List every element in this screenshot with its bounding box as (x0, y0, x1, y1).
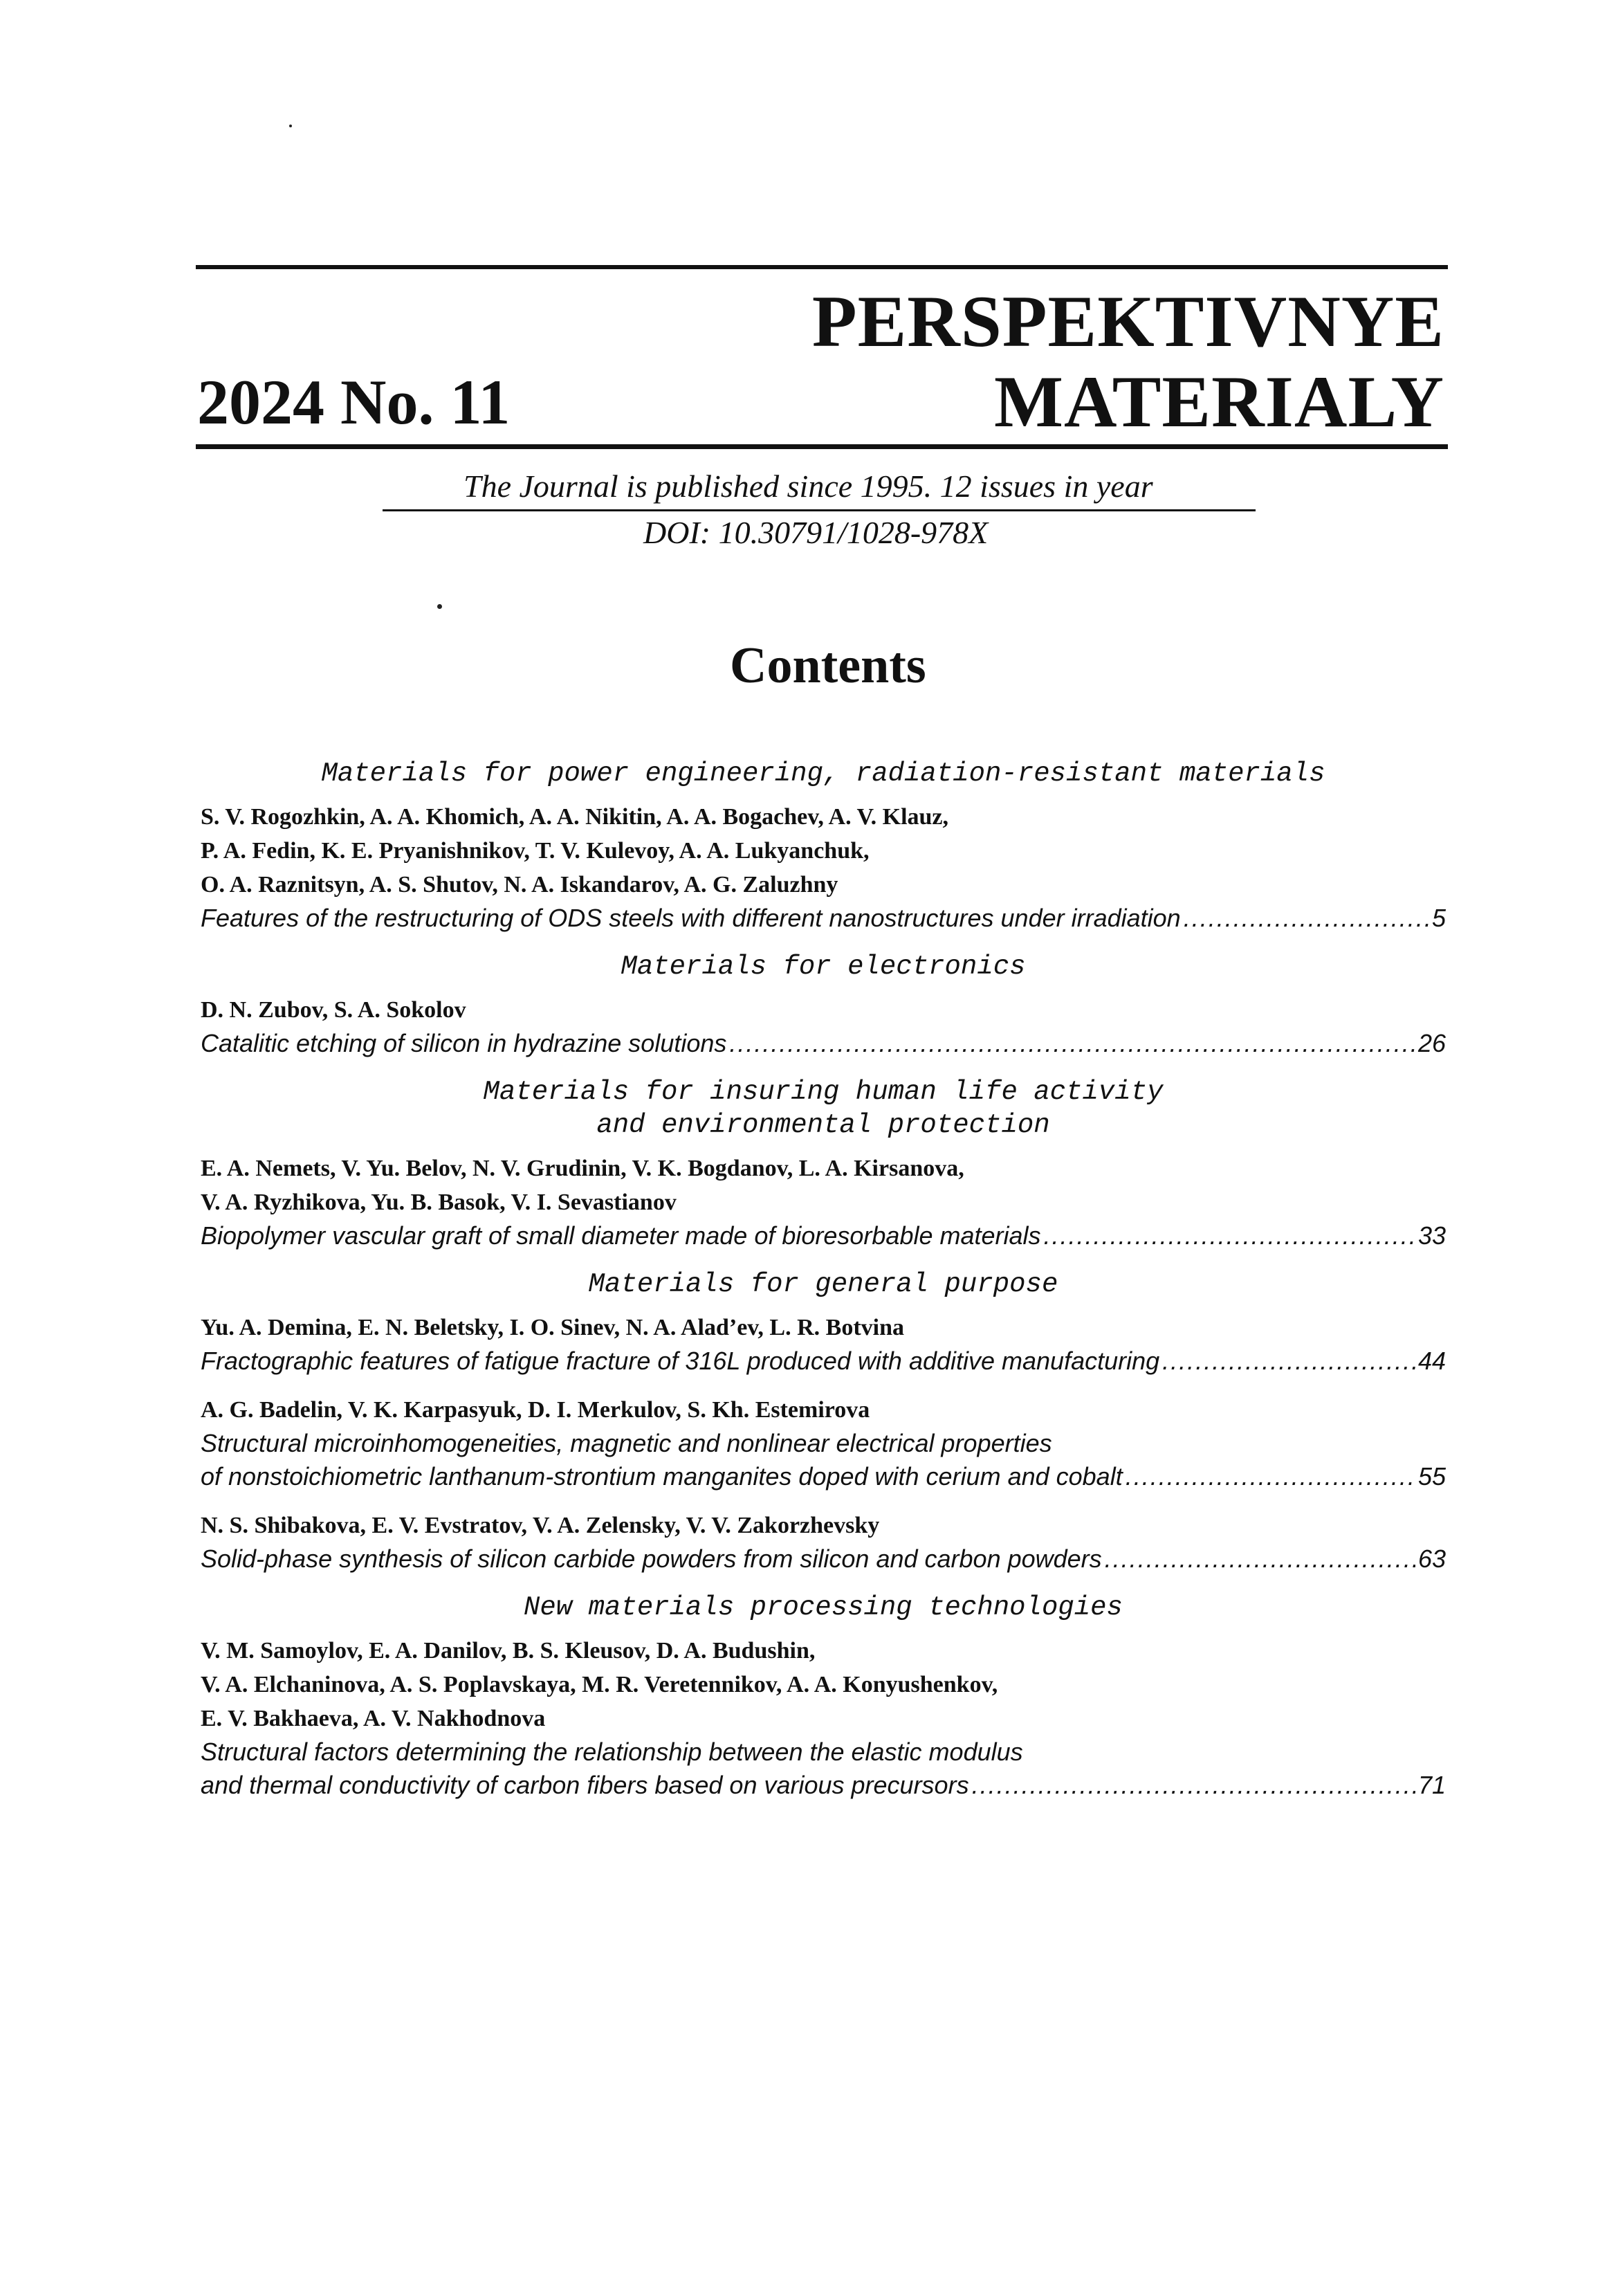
toc-entry[interactable] (201, 1311, 1446, 1378)
dot-leader (1162, 1345, 1415, 1378)
toc-entry-title-line (201, 902, 1446, 935)
journal-title-line1: PERSPEKTIVNYE (811, 281, 1444, 362)
toc-entry-authors: V. M. Samoylov, E. A. Danilov, B. S. Kleusov, D. A. Budushin, (201, 1638, 816, 1664)
toc-entry-page-number: 44 (1417, 1347, 1446, 1375)
toc-entry-authors: Yu. A. Demina, E. N. Beletsky, I. O. Sinev, N. A. Alad’ev, L. R. Botvina (201, 1315, 905, 1340)
toc-entry-title-line: Structural microinhomogeneities, magnetic and nonlinear electrical properties (201, 1429, 1052, 1457)
toc-entry-page-number: 55 (1417, 1462, 1446, 1491)
toc-entry-page-number: 26 (1417, 1029, 1446, 1057)
toc-entry-title-line (201, 1027, 1446, 1060)
toc-entry-authors: V. A. Ryzhikova, Yu. B. Basok, V. I. Sevastianov (201, 1190, 677, 1215)
toc-entry[interactable] (201, 1393, 1446, 1493)
toc-section-heading: Materials for general purpose (588, 1269, 1058, 1300)
toc-entry[interactable] (201, 1151, 1446, 1252)
toc-entry-authors: D. N. Zubov, S. A. Sokolov (201, 997, 466, 1023)
toc-entry-title-text: of nonstoichiometric lanthanum-strontium manganites doped with cerium and cobalt (201, 1462, 1123, 1491)
toc-entry-title-text: and thermal conductivity of carbon fibers based on various precursors (201, 1771, 969, 1799)
toc-entry-title-line (201, 1460, 1446, 1493)
toc-entry-authors: O. A. Raznitsyn, A. S. Shutov, N. A. Iskandarov, A. G. Zaluzhny (201, 872, 838, 898)
toc-entry-authors: V. A. Elchaninova, A. S. Poplavskaya, M. R. Veretennikov, A. A. Konyushenkov, (201, 1672, 998, 1697)
toc-entry-page-number: 33 (1417, 1221, 1446, 1250)
toc-entry-authors: P. A. Fedin, K. E. Pryanishnikov, T. V. Kulevoy, A. A. Lukyanchuk, (201, 838, 870, 864)
toc-entry-authors: E. V. Bakhaeva, A. V. Nakhodnova (201, 1706, 546, 1731)
toc-entry-page-number: 71 (1417, 1771, 1446, 1799)
toc-entry-title-text: Fractographic features of fatigue fracture of 316L produced with additive manufacturing (201, 1347, 1160, 1375)
toc-entry-title-line (201, 1769, 1446, 1802)
toc-entry-authors: A. G. Badelin, V. K. Karpasyuk, D. I. Merkulov, S. Kh. Estemirova (201, 1397, 870, 1423)
toc-section-heading: Materials for electronics (621, 951, 1026, 982)
toc-section-heading: Materials for power engineering, radiation-resistant materials (321, 758, 1325, 789)
toc-entry-title-line (201, 1542, 1446, 1576)
toc-entry-authors: E. A. Nemets, V. Yu. Belov, N. V. Grudinin, V. K. Bogdanov, L. A. Kirsanova, (201, 1156, 964, 1181)
table-of-contents (201, 747, 1446, 1817)
toc-entry[interactable] (201, 1509, 1446, 1576)
journal-title-line2: MATERIALY (993, 361, 1444, 442)
publication-info-rule (383, 509, 1256, 511)
dot-leader (1044, 1219, 1415, 1252)
dot-leader (1105, 1542, 1415, 1576)
toc-entry-authors: S. V. Rogozhkin, A. A. Khomich, A. A. Nikitin, A. A. Bogachev, A. V. Klauz, (201, 804, 949, 830)
scan-speck (289, 125, 292, 127)
doi: DOI: 10.30791/1028-978X (643, 515, 989, 550)
dot-leader (1184, 902, 1429, 935)
toc-entry-title-text: Catalitic etching of silicon in hydrazine solutions (201, 1029, 727, 1057)
toc-entry-authors: N. S. Shibakova, E. V. Evstratov, V. A. Zelensky, V. V. Zakorzhevsky (201, 1513, 880, 1538)
toc-entry[interactable] (201, 1634, 1446, 1802)
toc-entry[interactable] (201, 800, 1446, 935)
toc-entry-page-number: 63 (1417, 1545, 1446, 1573)
masthead-top-rule (196, 265, 1448, 269)
toc-section-heading: Materials for insuring human life activity and environmental protection (483, 1077, 1164, 1140)
toc-entry-title-text: Solid-phase synthesis of silicon carbide powders from silicon and carbon powders (201, 1545, 1102, 1573)
toc-entry[interactable] (201, 993, 1446, 1060)
toc-entry-title-text: Biopolymer vascular graft of small diameter made of bioresorbable materials (201, 1221, 1041, 1250)
scan-speck (437, 604, 442, 609)
toc-entry-title-line (201, 1345, 1446, 1378)
toc-section-heading: New materials processing technologies (524, 1592, 1123, 1623)
toc-entry-title-text: Features of the restructuring of ODS steels with different nanostructures under irradiation (201, 904, 1181, 932)
dot-leader (729, 1027, 1415, 1060)
masthead-bottom-rule (196, 444, 1448, 449)
publication-info: The Journal is published since 1995. 12 issues in year (463, 468, 1153, 504)
dot-leader (972, 1769, 1415, 1802)
toc-entry-title-line (201, 1219, 1446, 1252)
toc-entry-page-number: 5 (1431, 904, 1446, 932)
toc-entry-title-line: Structural factors determining the relationship between the elastic modulus (201, 1738, 1023, 1766)
issue-number: 2024 No. 11 (197, 367, 511, 437)
dot-leader (1126, 1460, 1415, 1493)
contents-heading: Contents (730, 637, 926, 694)
